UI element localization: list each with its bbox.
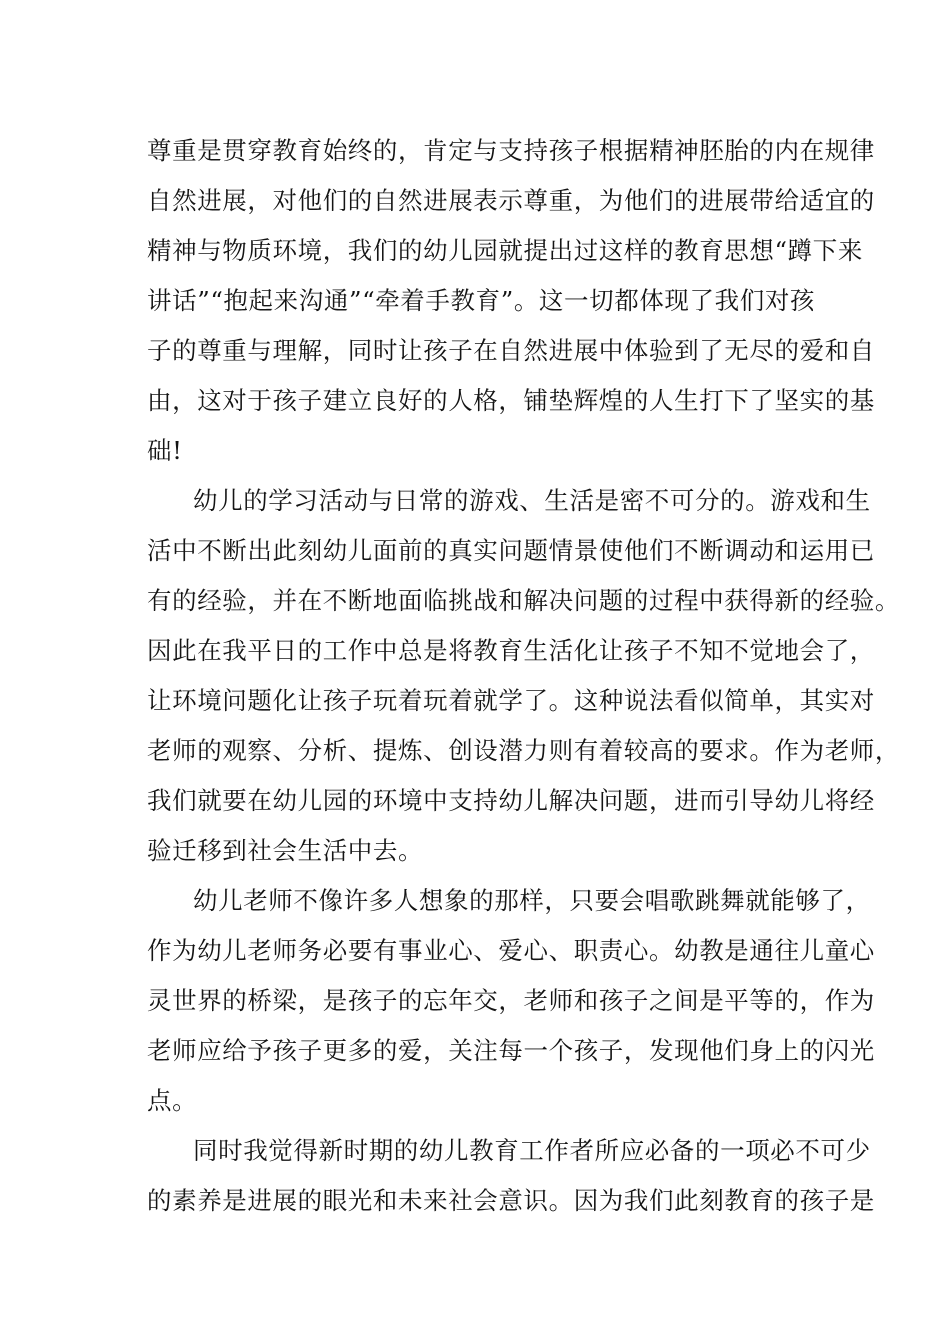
text-line: 点。 [147,1086,198,1115]
text-line: 讲话”“抱起来沟通”“牵着手教育”。这一切都体现了我们对孩 [147,286,816,315]
text-line: 我们就要在幼儿园的环境中支持幼儿解决问题，进而引导幼儿将经 [147,786,875,815]
text-line: 子的尊重与理解，同时让孩子在自然进展中体验到了无尽的爱和自 [147,336,875,365]
text-line: 由，这对于孩子建立良好的人格，铺垫辉煌的人生打下了坚实的基 [147,386,875,415]
text-line: 老师应给予孩子更多的爱，关注每一个孩子，发现他们身上的闪光 [147,1036,875,1065]
text-line: 幼儿的学习活动与日常的游戏、生活是密不可分的。游戏和生 [193,486,871,515]
text-line: 老师的观察、分析、提炼、创设潜力则有着较高的要求。作为老师， [147,736,900,765]
text-line: 验迁移到社会生活中去。 [147,836,424,865]
text-line: 础! [147,436,183,465]
text-line: 有的经验，并在不断地面临挑战和解决问题的过程中获得新的经验。 [147,586,900,615]
text-line: 精神与物质环境，我们的幼儿园就提出过这样的教育思想“蹲下来 [147,236,863,265]
text-line: 作为幼儿老师务必要有事业心、爱心、职责心。幼教是通往儿童心 [147,936,875,965]
text-line: 活中不断出此刻幼儿面前的真实问题情景使他们不断调动和运用已 [147,536,875,565]
text-line: 因此在我平日的工作中总是将教育生活化让孩子不知不觉地会了， [147,636,875,665]
text-line: 尊重是贯穿教育始终的，肯定与支持孩子根据精神胚胎的内在规律 [147,136,875,165]
text-line: 同时我觉得新时期的幼儿教育工作者所应必备的一项必不可少 [193,1136,871,1165]
text-line: 灵世界的桥梁，是孩子的忘年交，老师和孩子之间是平等的，作为 [147,986,875,1015]
text-line: 的素养是进展的眼光和未来社会意识。因为我们此刻教育的孩子是 [147,1186,875,1215]
text-line: 幼儿老师不像许多人想象的那样，只要会唱歌跳舞就能够了， [193,886,871,915]
text-line: 自然进展，对他们的自然进展表示尊重，为他们的进展带给适宜的 [147,186,875,215]
text-line: 让环境问题化让孩子玩着玩着就学了。这种说法看似简单，其实对 [147,686,875,715]
